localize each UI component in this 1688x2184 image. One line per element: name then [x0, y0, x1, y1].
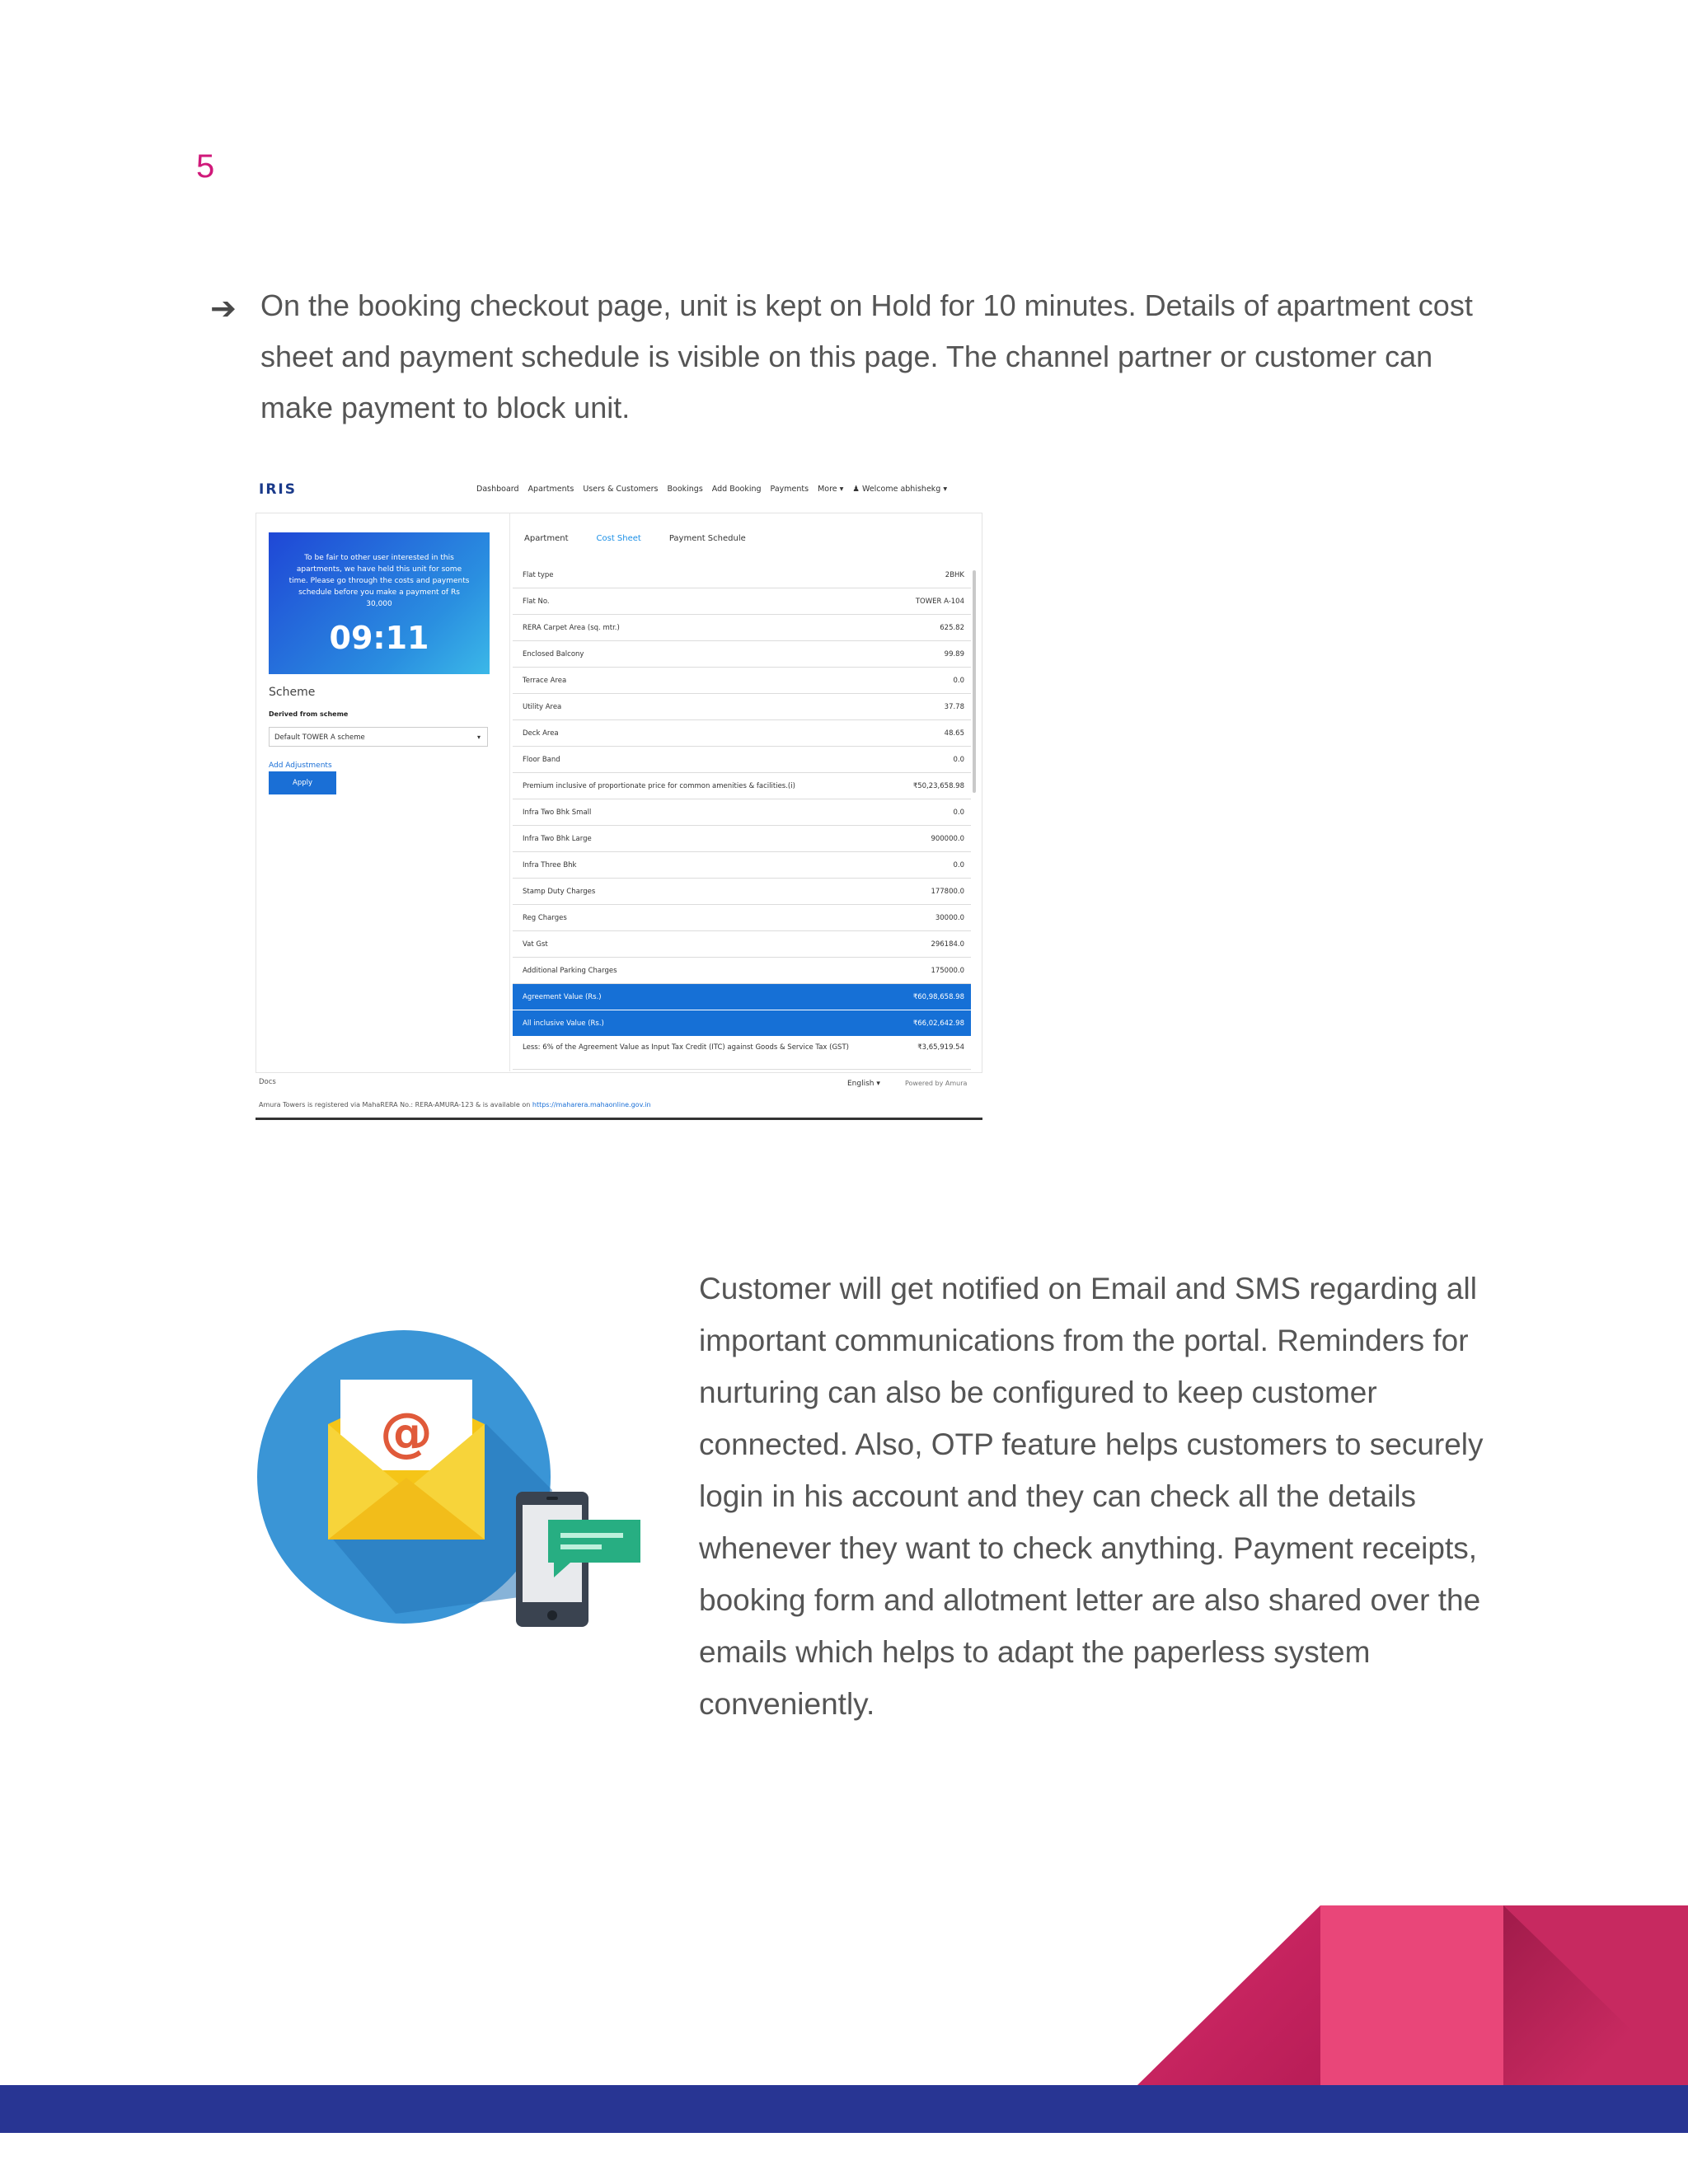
nav-add-booking[interactable]: Add Booking [711, 485, 762, 494]
row-value: 175000.0 [931, 966, 964, 975]
row-label: RERA Carpet Area (sq. mtr.) [523, 623, 620, 632]
powered-by: Powered by Amura [905, 1080, 968, 1087]
row-label: Infra Three Bhk [523, 860, 577, 869]
page-number: 5 [196, 148, 215, 185]
row-value: 30000.0 [935, 913, 964, 922]
tab-payment-schedule[interactable]: Payment Schedule [668, 534, 746, 543]
table-row [513, 826, 971, 852]
panel-divider [509, 513, 510, 1071]
row-label: Premium inclusive of proportionate price for common amenities & facilities.(i) [523, 781, 795, 790]
notification-description: Customer will get notified on Email and SMS regarding all important communications from the portal. Reminders for nurturing can also be configured to keep customer connected. Also, OTP feature helps customers to securely login in his account and they can check all the details whenever they want to check anything. Payment receipts, booking form and allotment letter are also shared over the emails which helps to adapt the paperless system conveniently. [699, 1272, 1484, 1721]
divider [256, 1118, 982, 1120]
arrow-bullet-icon: ➔ [210, 292, 237, 326]
decorative-block-pink [1320, 1905, 1503, 2085]
scheme-select-value: Default TOWER A scheme [274, 733, 365, 742]
table-row [513, 931, 971, 958]
table-row [513, 1037, 971, 1070]
table-row [513, 747, 971, 773]
table-row [513, 641, 971, 668]
row-value: ₹3,65,919.54 [917, 1043, 964, 1052]
cost-sheet-table [513, 562, 971, 1070]
row-label: Terrace Area [523, 676, 567, 685]
row-label: Utility Area [523, 702, 562, 711]
apply-button[interactable]: Apply [269, 771, 336, 794]
nav-more[interactable]: More ▾ [818, 485, 844, 494]
row-value: 2BHK [945, 570, 964, 579]
row-value: ₹66,02,642.98 [912, 1019, 964, 1028]
table-row [513, 958, 971, 984]
nav-payments[interactable]: Payments [770, 485, 809, 494]
scheme-select[interactable] [269, 727, 488, 747]
row-label: Agreement Value (Rs.) [523, 992, 602, 1001]
scrollbar[interactable] [973, 570, 976, 793]
row-value: 0.0 [953, 755, 964, 764]
table-row [513, 773, 971, 799]
row-label: Stamp Duty Charges [523, 887, 596, 896]
hold-message: To be fair to other user interested in this apartments, we have held this unit for some time. Please go through the costs and payments schedule before you make a payment of Rs 30,000 [288, 554, 470, 608]
user-icon: ♟ [852, 485, 860, 494]
table-row [513, 905, 971, 931]
nav-users-customers[interactable]: Users & Customers [583, 485, 659, 494]
add-adjustments-link[interactable]: Add Adjustments [269, 762, 332, 770]
table-row [513, 588, 971, 615]
chevron-down-icon: ▾ [476, 733, 481, 741]
table-row [513, 562, 971, 588]
email-notification-icon [256, 1325, 643, 1638]
top-navigation [476, 485, 947, 494]
at-symbol: @ [380, 1403, 433, 1464]
rera-note: Amura Towers is registered via MahaRERA No.: RERA-AMURA-123 & is available on [259, 1101, 531, 1108]
row-value: 99.89 [944, 649, 964, 658]
rera-footnote [259, 1101, 651, 1108]
welcome-label: Welcome abhishekg ▾ [861, 485, 948, 494]
hold-timer-card [269, 532, 490, 674]
footer-band [0, 2085, 1688, 2133]
row-value: TOWER A-104 [915, 597, 964, 606]
tab-cost-sheet[interactable]: Cost Sheet [596, 534, 641, 543]
row-value: 0.0 [953, 676, 964, 685]
row-label: Floor Band [523, 755, 560, 764]
nav-dashboard[interactable]: Dashboard [476, 485, 519, 494]
row-value: 48.65 [944, 729, 964, 738]
row-label: Deck Area [523, 729, 559, 738]
row-value: 37.78 [944, 702, 964, 711]
row-label: Vat Gst [523, 940, 548, 949]
table-row [513, 720, 971, 747]
row-value: ₹60,98,658.98 [912, 992, 964, 1001]
countdown-timer: 09:11 [329, 620, 429, 656]
all-inclusive-value-row [513, 1010, 971, 1037]
maharera-link[interactable]: https://maharera.mahaonline.gov.in [532, 1101, 651, 1108]
row-label: Reg Charges [523, 913, 567, 922]
row-label: All inclusive Value (Rs.) [523, 1019, 604, 1028]
brand-logo: IRIS [259, 481, 297, 498]
chat-bubble-icon [548, 1520, 640, 1563]
nav-bookings[interactable]: Bookings [667, 485, 703, 494]
scheme-heading: Scheme [269, 686, 316, 699]
tab-apartment[interactable]: Apartment [524, 534, 569, 543]
checkout-description: On the booking checkout page, unit is kept on Hold for 10 minutes. Details of apartment cost sheet and payment schedule is visible on this page. The channel partner or customer can make payment to block unit. [260, 288, 1473, 424]
row-value: 625.82 [940, 623, 964, 632]
table-row [513, 694, 971, 720]
row-label: Flat type [523, 570, 554, 579]
row-label: Infra Two Bhk Small [523, 808, 592, 817]
row-label: Additional Parking Charges [523, 966, 617, 975]
decorative-triangle [1137, 1905, 1320, 2085]
table-row [513, 615, 971, 641]
nav-apartments[interactable]: Apartments [528, 485, 574, 494]
docs-link[interactable]: Docs [259, 1078, 276, 1086]
row-label: Flat No. [523, 597, 550, 606]
table-row [513, 668, 971, 694]
row-value: 0.0 [953, 808, 964, 817]
row-value: 177800.0 [931, 887, 964, 896]
row-value: 296184.0 [931, 940, 964, 949]
checkout-tabs [524, 534, 746, 543]
row-label: Enclosed Balcony [523, 649, 584, 658]
row-value: 900000.0 [931, 834, 964, 843]
table-row [513, 879, 971, 905]
row-value: 0.0 [953, 860, 964, 869]
table-row [513, 799, 971, 826]
derived-from-scheme-label: Derived from scheme [269, 710, 349, 718]
row-label: Less: 6% of the Agreement Value as Input Tax Credit (ITC) against Goods & Service Tax (GST) [523, 1043, 849, 1052]
booking-checkout-screenshot [256, 470, 982, 1121]
agreement-value-row [513, 984, 971, 1010]
language-select[interactable]: English ▾ [847, 1080, 880, 1088]
table-row [513, 852, 971, 879]
row-value: ₹50,23,658.98 [912, 781, 964, 790]
user-menu[interactable] [852, 485, 947, 494]
row-label: Infra Two Bhk Large [523, 834, 592, 843]
